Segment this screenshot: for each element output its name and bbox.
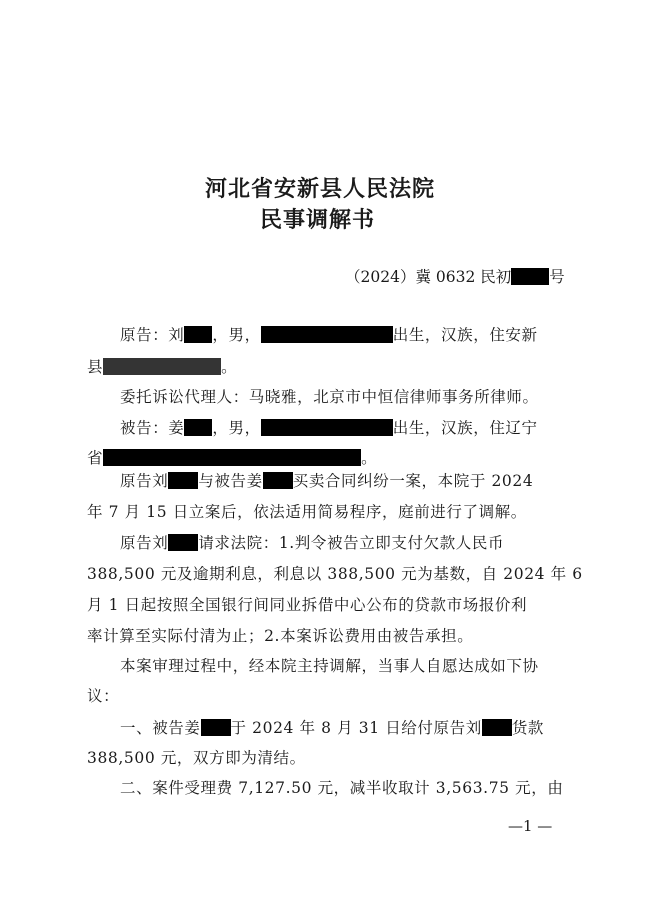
text: 买卖合同纠纷一案，本院于 2024 (292, 472, 534, 490)
text: 货款 (511, 719, 545, 737)
redaction-bar (482, 719, 512, 736)
redaction-bar (168, 534, 198, 551)
plaintiff-line-2 (87, 355, 237, 377)
mediation-line-2: 议： (87, 687, 120, 705)
agreement-item-2-line-1: 二、案件受理费 7,127.50 元，减半收取计 3,563.75 元，由 (120, 779, 564, 797)
text: 。 (361, 449, 378, 467)
summary-line-1 (120, 469, 533, 491)
text: ，男， (212, 419, 261, 437)
agreement-item-1-line-2: 388,500 元，双方即为清结。 (87, 749, 306, 767)
claims-line-2: 388,500 元及逾期利息，利息以 388,500 元为基数，自 2024 年 6 (87, 565, 583, 583)
claims-line-3: 月 1 日起按照全国银行间同业拆借中心公布的贷款市场报价利 (87, 596, 528, 614)
redaction-bar (168, 472, 198, 489)
redaction-bar (261, 419, 393, 436)
text: 原告：刘 (120, 326, 185, 344)
case-number (345, 265, 565, 287)
redaction-bar (184, 419, 212, 436)
redaction-bar (103, 449, 361, 466)
text: 原告刘 (120, 534, 169, 552)
summary-line-2: 年 7 月 15 日立案后，依法适用简易程序，庭前进行了调解。 (87, 503, 527, 521)
text: 出生，汉族，住辽宁 (392, 419, 538, 437)
document-type: 民事调解书 (260, 207, 376, 233)
text: 县 (87, 358, 104, 376)
defendant-line-1 (120, 416, 538, 438)
page-number: —1 — (508, 817, 553, 835)
mediation-line-1: 本案审理过程中，经本院主持调解，当事人自愿达成如下协 (120, 657, 539, 675)
claims-line-4: 率计算至实际付清为止；2.本案诉讼费用由被告承担。 (87, 627, 474, 645)
text: 与被告姜 (198, 472, 263, 490)
agent-line: 委托诉讼代理人：马晓雅，北京市中恒信律师事务所律师。 (120, 388, 539, 406)
text: 请求法院：1.判令被告立即支付欠款人民币 (198, 534, 505, 552)
plaintiff-line-1 (120, 323, 538, 345)
text: 原告刘 (120, 472, 169, 490)
defendant-line-2 (87, 446, 377, 468)
text: 一、被告姜 (120, 719, 201, 737)
case-number-suffix: 号 (549, 268, 565, 286)
agreement-item-1-line-1 (120, 716, 544, 738)
claims-line-1 (120, 531, 504, 553)
redaction-bar (511, 268, 549, 285)
court-name: 河北省安新县人民法院 (205, 176, 436, 202)
redaction-bar (263, 472, 293, 489)
text: 。 (221, 358, 238, 376)
case-number-prefix: （2024）冀 0632 民初 (345, 268, 512, 286)
redaction-bar (261, 326, 393, 343)
text: 被告：姜 (120, 419, 185, 437)
text: ，男， (212, 326, 261, 344)
redaction-bar (201, 719, 231, 736)
text: 出生，汉族，住安新 (392, 326, 538, 344)
text: 于 2024 年 8 月 31 日给付原告刘 (230, 719, 482, 737)
redaction-bar (103, 358, 221, 375)
redaction-bar (184, 326, 212, 343)
text: 省 (87, 449, 104, 467)
